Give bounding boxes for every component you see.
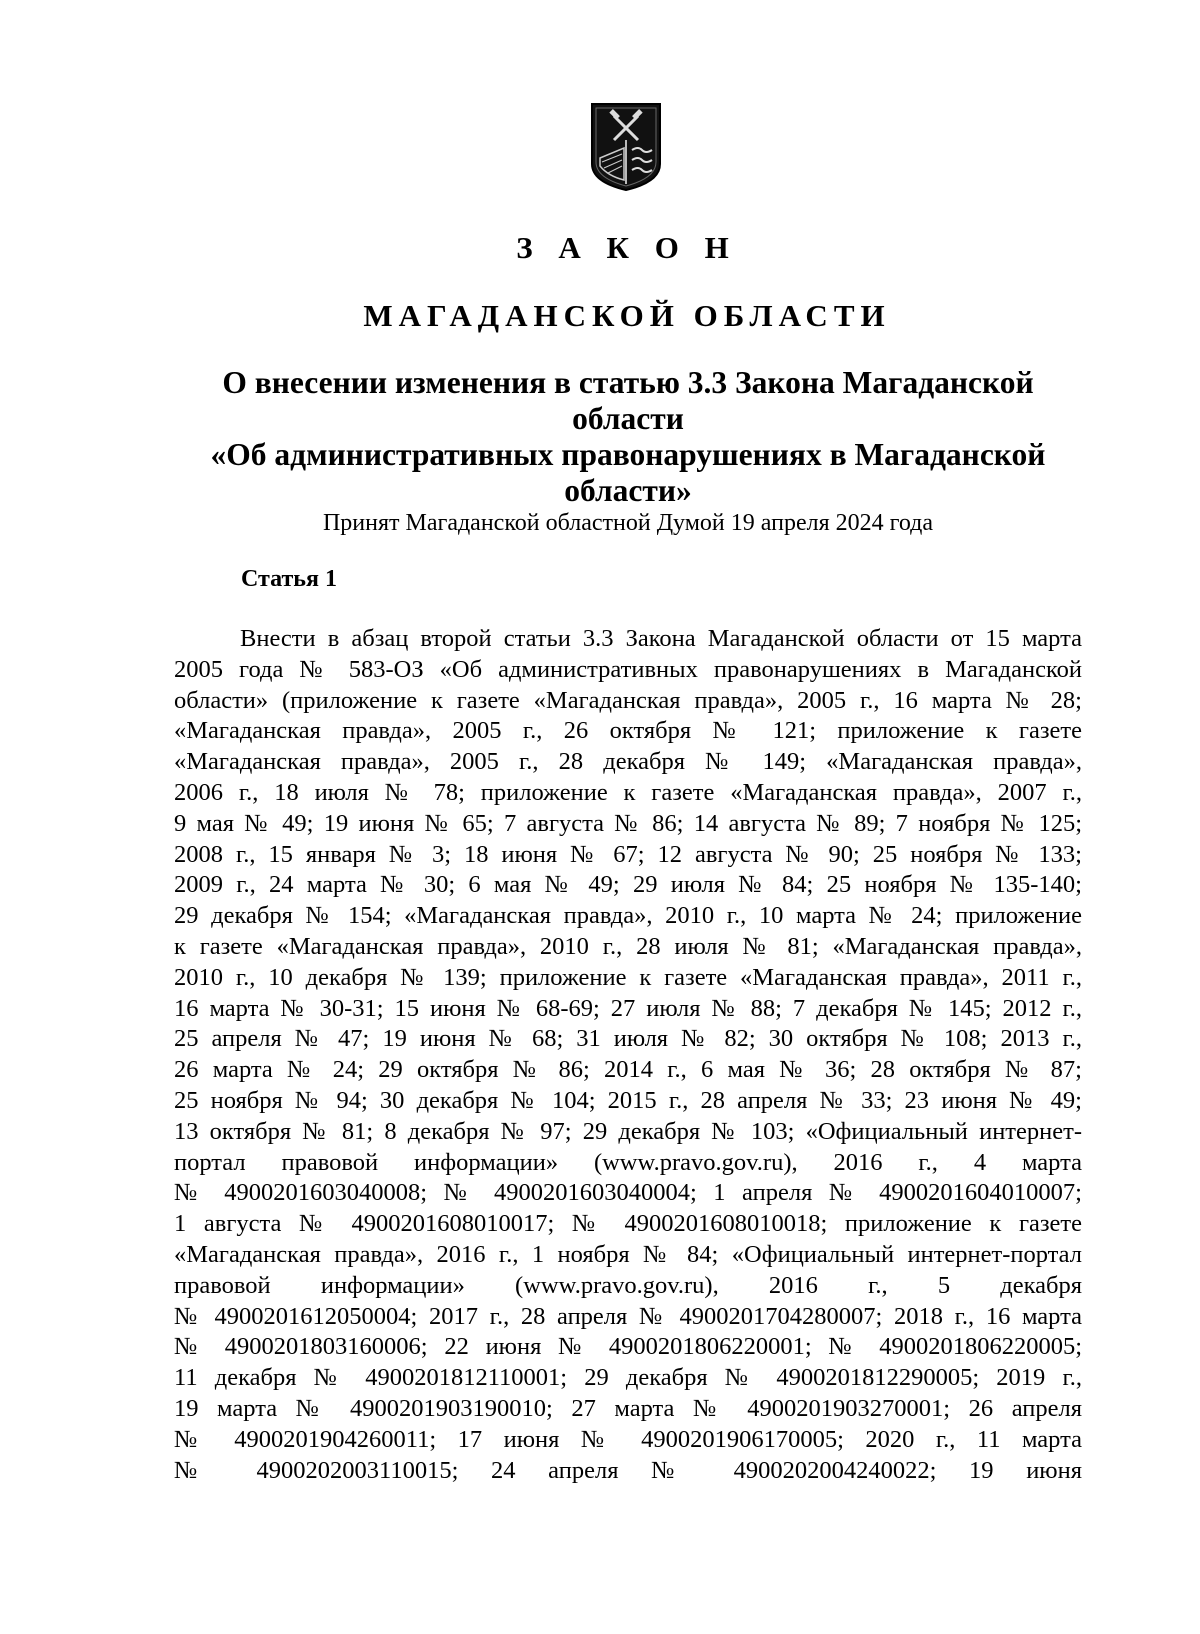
law-heading-line: «Об административных правонарушениях в Магаданской xyxy=(210,437,1046,472)
article-line: 9 мая № 49; 19 июня № 65; 7 августа № 86; 14 августа № 89; 7 ноября № 125; xyxy=(174,809,1082,837)
article-line: 26 марта № 24; 29 октября № 86; 2014 г., 6 мая № 36; 28 октября № 87; xyxy=(174,1056,1082,1084)
article-line: 13 октября № 81; 8 декабря № 97; 29 декабря № 103; «Официальный интернет- xyxy=(174,1117,1082,1145)
article-line: «Магаданская правда», 2016 г., 1 ноября № 84; «Официальный интернет-портал xyxy=(174,1240,1082,1268)
article-title: Статья 1 xyxy=(241,566,337,592)
coat-of-arms-icon xyxy=(590,102,662,192)
article-line: 2005 года № 583-ОЗ «Об административных правонарушениях в Магаданской xyxy=(174,655,1082,683)
article-line: 2009 г., 24 марта № 30; 6 мая № 49; 29 июля № 84; 25 ноября № 135-140; xyxy=(174,871,1082,899)
adoption-note: Принят Магаданской областной Думой 19 апреля 2024 года xyxy=(322,510,934,536)
article-line: 16 марта № 30-31; 15 июня № 68-69; 27 июля № 88; 7 декабря № 145; 2012 г., xyxy=(174,994,1082,1022)
article-line: № 4900202003110015; 24 апреля № 4900202004240022; 19 июня xyxy=(174,1456,1082,1484)
article-line: 2006 г., 18 июля № 78; приложение к газете «Магаданская правда», 2007 г., xyxy=(174,778,1082,806)
law-heading-line: О внесении изменения в статью 3.3 Закона Магаданской области xyxy=(222,365,1034,436)
article-line: 19 марта № 4900201903190010; 27 марта № 4900201903270001; 26 апреля xyxy=(174,1394,1082,1422)
article-line: № 4900201603040008; № 4900201603040004; 1 апреля № 4900201604010007; xyxy=(174,1179,1082,1207)
article-line: 29 декабря № 154; «Магаданская правда», 2010 г., 10 марта № 24; приложение xyxy=(174,902,1082,930)
article-line: области» (приложение к газете «Магаданская правда», 2005 г., 16 марта № 28; xyxy=(174,686,1082,714)
article-line: 2010 г., 10 декабря № 139; приложение к газете «Магаданская правда», 2011 г., xyxy=(174,963,1082,991)
article-line: № 4900201904260011; 17 июня № 4900201906170005; 2020 г., 11 марта xyxy=(174,1425,1082,1453)
article-line: 2008 г., 15 января № 3; 18 июня № 67; 12 августа № 90; 25 ноября № 133; xyxy=(174,840,1082,868)
article-line: № 4900201612050004; 2017 г., 28 апреля № 4900201704280007; 2018 г., 16 марта xyxy=(174,1302,1082,1330)
article-line: 1 августа № 4900201608010017; № 4900201608010018; приложение к газете xyxy=(174,1210,1082,1238)
document-type-title: З А К О Н xyxy=(516,230,738,265)
article-line: 25 ноября № 94; 30 декабря № 104; 2015 г., 28 апреля № 33; 23 июня № 49; xyxy=(174,1086,1082,1114)
article-line: правовой информации» (www.pravo.gov.ru), 2016 г., 5 декабря xyxy=(174,1271,1082,1299)
law-heading-line: области» xyxy=(564,473,692,508)
article-line: № 4900201803160006; 22 июня № 4900201806220001; № 4900201806220005; xyxy=(174,1333,1082,1361)
article-line: 25 апреля № 47; 19 июня № 68; 31 июля № 82; 30 октября № 108; 2013 г., xyxy=(174,1025,1082,1053)
article-line: «Магаданская правда», 2005 г., 26 октября № 121; приложение к газете xyxy=(174,717,1082,745)
article-line: «Магаданская правда», 2005 г., 28 декабря № 149; «Магаданская правда», xyxy=(174,748,1082,776)
law-heading xyxy=(176,365,1080,509)
article-line: 11 декабря № 4900201812110001; 29 декабря № 4900201812290005; 2019 г., xyxy=(174,1364,1082,1392)
article-line: к газете «Магаданская правда», 2010 г., 28 июля № 81; «Магаданская правда», xyxy=(174,932,1082,960)
article-body xyxy=(174,624,1082,1486)
article-line: портал правовой информации» (www.pravo.gov.ru), 2016 г., 4 марта xyxy=(174,1148,1082,1176)
article-line: Внести в абзац второй статьи 3.3 Закона Магаданской области от 15 марта xyxy=(240,625,1082,652)
region-title: МАГАДАНСКОЙ ОБЛАСТИ xyxy=(363,298,891,333)
